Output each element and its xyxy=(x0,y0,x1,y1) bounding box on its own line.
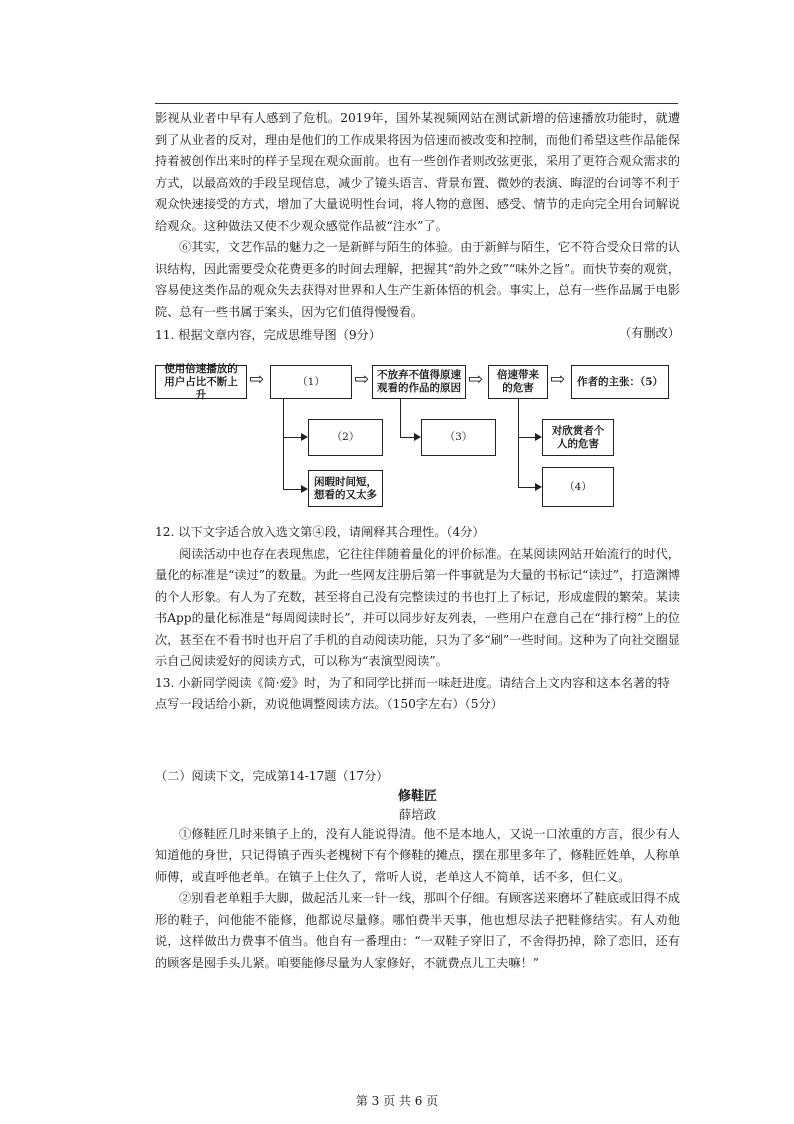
arrow-right-icon: ⇨ xyxy=(354,369,370,390)
story-paragraph-1: ①修鞋匠几时来镇子上的，没有人能说得清。他不是本地人，又说一口浓重的方言，很少有人知道他的身世，只记得镇子西头老槐树下有个修鞋的摊点，摆在那里多年了，修鞋匠姓单，人称单师傅，或直呼他老单。在镇子上住久了，常听人说，老单这人不简单，话不多，但仁义。 xyxy=(155,826,680,884)
mindmap-box-appreciator: 对欣赏者个人的危害 xyxy=(542,419,614,456)
mindmap-box-harm: 倍速带来的危害 xyxy=(488,365,548,399)
mindmap-box-author: 作者的主张：（5） xyxy=(571,365,669,399)
branch-line xyxy=(518,437,536,438)
paragraph-6: ⑥其实，文艺作品的魅力之一是新鲜与陌生的体验。由于新鲜与陌生，它不符合受众日常的认识结构，因此需要受众花费更多的时间去理解，把握其“韵外之致”“味外之旨”。而快节奏的观赏，容易使这类作品的观众失去获得对世界和人生产生新体悟的机会。事实上，总有一些作品属于电影院、总有一些书属于案头，因为它们值得慢慢看。 xyxy=(155,240,680,319)
arrow-right-icon: ⇨ xyxy=(468,369,484,390)
section-2-heading: （二）阅读下文，完成第14-17题（17分） xyxy=(155,769,389,783)
arrowhead-icon xyxy=(301,433,308,441)
mindmap-box-2: （2） xyxy=(308,419,383,456)
branch-line xyxy=(283,437,303,438)
section-2 xyxy=(155,766,680,974)
arrow-right-icon: ⇨ xyxy=(550,369,566,390)
page-footer: 第 3 页 共 6 页 xyxy=(355,1094,439,1108)
story-author: 薛培政 xyxy=(398,806,437,822)
branch-line xyxy=(283,489,303,490)
branch-line xyxy=(400,399,401,437)
question-12 xyxy=(155,522,680,716)
branch-line xyxy=(518,399,519,487)
mindmap-box-reason: 不放弃不值得原速观看的作品的原因 xyxy=(372,365,466,399)
passage-continued xyxy=(155,108,680,343)
story-title: 修鞋匠 xyxy=(397,788,437,804)
mindmap-box-leisure: 闲暇时间短，想看的又太多 xyxy=(308,470,383,507)
branch-line xyxy=(283,399,284,489)
story-paragraph-2: ②别看老单粗手大脚，做起活儿来一针一线，那叫个仔细。有顾客送来磨坏了鞋底或旧得不成形的鞋子，问他能不能修，他都说尽量修。哪怕费半天事，他也想尽法子把鞋修结实。有人劝他说，这样做出力费事不值当。他自有一番理由：“一双鞋子穿旧了，不舍得扔掉，除了恋旧，还有的顾客是囤手头儿紧。咱要能修尽量为人家修好，不就费点儿工夫嘛！” xyxy=(155,891,680,970)
branch-line xyxy=(518,487,536,488)
mindmap-box-4: （4） xyxy=(542,467,614,507)
branch-line xyxy=(400,437,415,438)
question-12-prompt: 12. 以下文字适合放入选文第④段，请阐释其合理性。（4分） xyxy=(155,525,485,539)
mindmap-box-3: （3） xyxy=(421,419,496,456)
paragraph-5-tail: 影视从业者中早有人感到了危机。2019年，国外某视频网站在测试新增的倍速播放功能时，就遭到了从业者的反对，理由是他们的工作成果将因为倍速而被改变和控制，而他们希望这些作品能保持着被创作出来时的样子呈现在观众面前。也有一些创作者则改弦更张，采用了更符合观众需求的方式，以最高效的手段呈现信息，减少了镜头语言、背景布置、微妙的表演、晦涩的台词等不利于观众快速接受的方式，增加了大量说明性台词，将人物的意图、感受、情节的走向完全用台词解说给观众。这种做法又使不少观众感觉作品被“注水”了。 xyxy=(155,111,680,233)
question-13-prompt: 13. 小新同学阅读《简·爱》时，为了和同学比拼而一味赶进度。请结合上文内容和这本名著的特点写一段话给小新，劝说他调整阅读方法。（150字左右）（5分） xyxy=(155,675,670,711)
question-11-prompt: 11. 根据文章内容，完成思维导图（9分） xyxy=(155,328,382,342)
mindmap-box-start: 使用倍速播放的用户占比不断上升 xyxy=(155,365,247,399)
source-note: （有删改） xyxy=(619,326,680,340)
arrowhead-icon xyxy=(535,433,542,441)
arrowhead-icon xyxy=(301,485,308,493)
question-12-text: 阅读活动中也存在表现焦虑，它往往伴随着量化的评价标准。在某阅读网站开始流行的时代，量化的标准是“读过”的数量。为此一些网友注册后第一件事就是为大量的书标记“读过”，打造渊博的个人形象。有人为了充数，甚至将自己没有完整读过的书也打上了标记，形成虚假的繁荣。某读书App的量化标准是“每周阅读时长”，并可以同步好友列表，一些用户在意自己在“排行榜”上的位次，甚至在不看书时也开启了手机的自动阅读功能，只为了多“刷”一些时间。这种为了向社交圈显示自己阅读爱好的阅读方式，可以称为“表演型阅读”。 xyxy=(155,546,680,668)
top-rule xyxy=(155,103,678,104)
mindmap-box-1: （1） xyxy=(270,365,352,399)
arrow-right-icon: ⇨ xyxy=(249,369,265,390)
question-11 xyxy=(155,325,680,347)
arrowhead-icon xyxy=(414,433,421,441)
arrowhead-icon xyxy=(535,483,542,491)
